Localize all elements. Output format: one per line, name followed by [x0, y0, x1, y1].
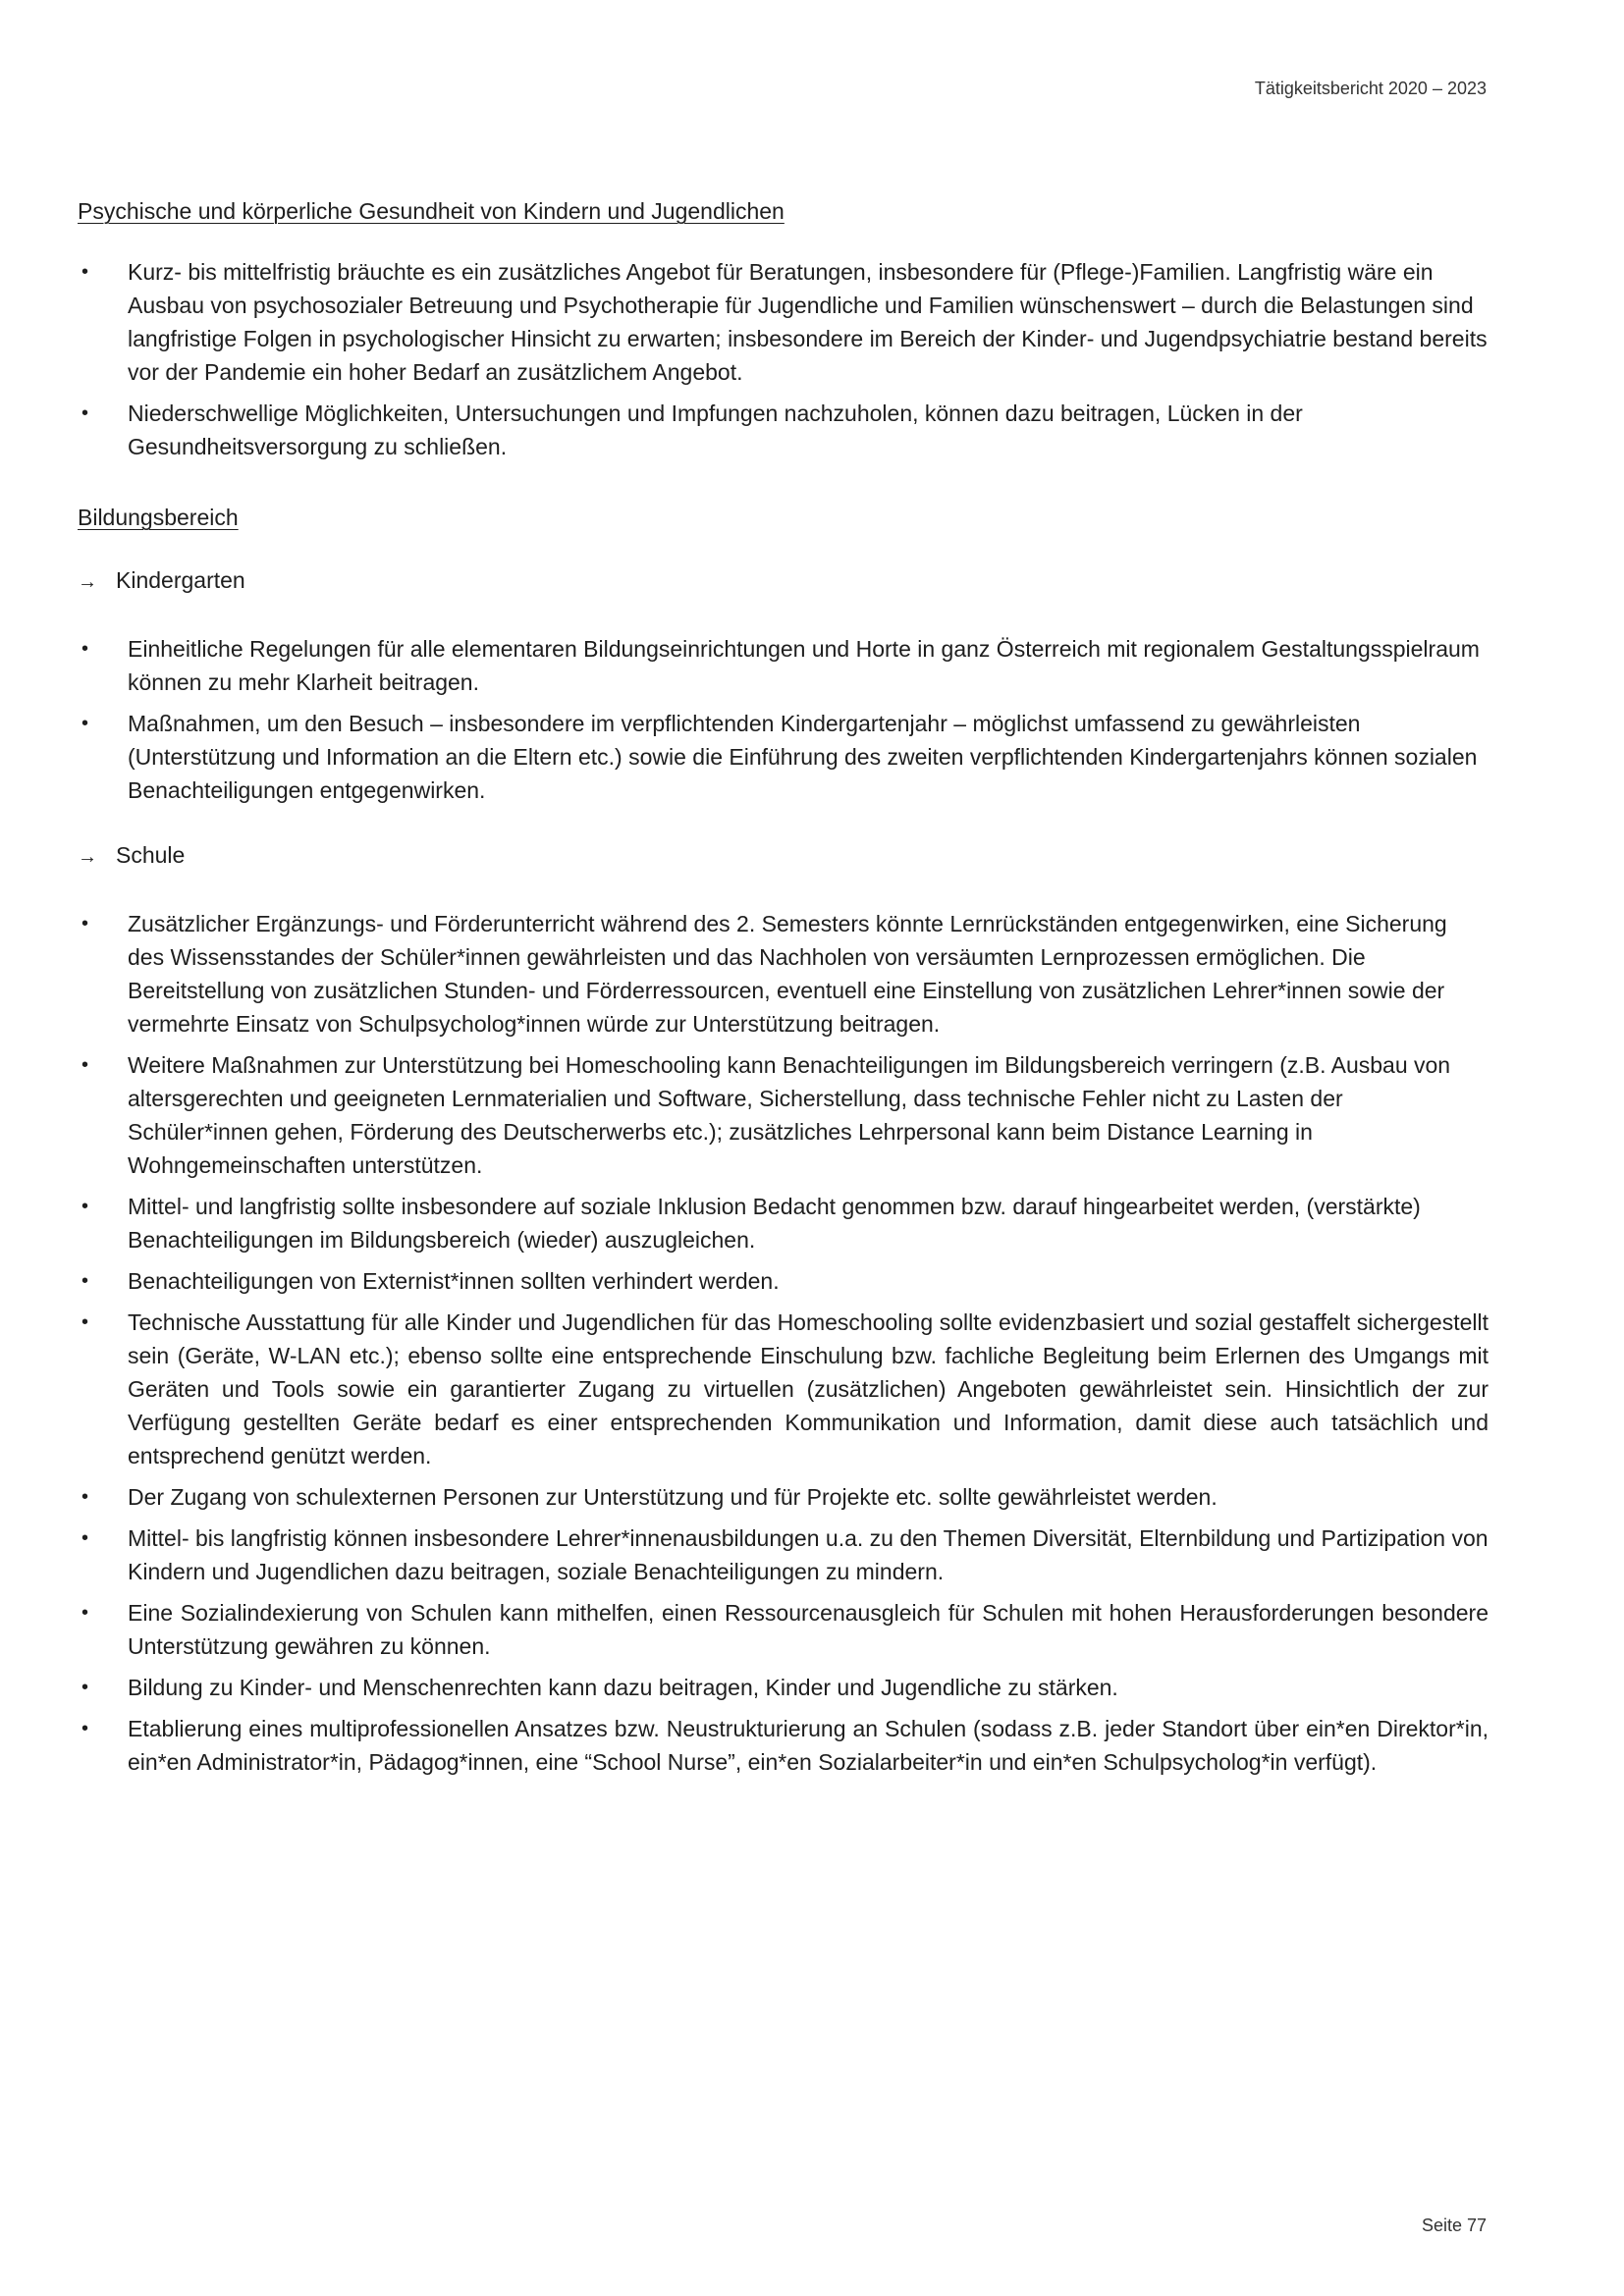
- list-item: • Mittel- bis langfristig können insbesondere Lehrer*innenausbildungen u.a. zu den Themen Diversität, Elternbildung und Partizipation von Kindern und Jugendlichen dazu beitragen, soziale Benachteiligungen zu mindern.: [78, 1522, 1489, 1588]
- bullet-icon: •: [81, 1486, 89, 1508]
- subheading-schule: [78, 838, 1489, 874]
- arrow-right-icon: →: [78, 571, 97, 593]
- bullet-icon: •: [81, 1677, 89, 1698]
- list-item: • Bildung zu Kinder- und Menschenrechten kann dazu beitragen, Kinder und Jugendliche zu stärken.: [78, 1671, 1489, 1704]
- list-item: • Weitere Maßnahmen zur Unterstützung bei Homeschooling kann Benachteiligungen im Bildungsbereich verringern (z.B. Ausbau von altersgerechten und geeigneten Lernmaterialien und Software, Sicherstellung, dass technische Fehler nicht zu Lasten der Schüler*innen gehen, Förderung des Deutscherwerbs etc.); zusätzliches Lehrpersonal kann beim Distance Learning in Wohngemeinschaften unterstützen.: [78, 1048, 1489, 1182]
- section-heading-education: Bildungsbereich: [78, 505, 239, 530]
- list-item: • Technische Ausstattung für alle Kinder und Jugendlichen für das Homeschooling sollte evidenzbasiert und sozial gestaffelt sichergestellt sein (Geräte, W-LAN etc.); ebenso sollte eine entsprechende Einschulung bzw. fachliche Begleitung beim Erlernen des Umgangs mit Geräten und Tools sowie ein garantierter Zugang zu virtuellen (zusätzlichen) Angeboten gewährleistet sein. Hinsichtlich der zur Verfügung gestellten Geräte bedarf es einer entsprechenden Kommunikation und Information, damit diese auch tatsächlich und entsprechend genützt werden.: [78, 1306, 1489, 1472]
- bullet-icon: •: [81, 1270, 89, 1292]
- bullet-icon: •: [81, 713, 89, 734]
- list-item: • Niederschwellige Möglichkeiten, Untersuchungen und Impfungen nachzuholen, können dazu beitragen, Lücken in der Gesundheitsversorgung zu schließen.: [78, 397, 1489, 463]
- school-list: [78, 907, 1489, 1779]
- kindergarten-list: [78, 632, 1489, 807]
- list-item: • Zusätzlicher Ergänzungs- und Förderunterricht während des 2. Semesters könnte Lernrückständen entgegenwirken, eine Sicherung des Wissensstandes der Schüler*innen gewährleisten und das Nachholen von versäumten Lernprozessen ermöglichen. Die Bereitstellung von zusätzlichen Stunden- und Förderressourcen, eventuell eine Einstellung von zusätzlichen Lehrer*innen sowie der vermehrte Einsatz von Schulpsycholog*innen würde zur Unterstützung beitragen.: [78, 907, 1489, 1041]
- running-header: Tätigkeitsbericht 2020 – 2023: [1254, 79, 1487, 98]
- bullet-icon: •: [81, 638, 89, 660]
- document-body: [78, 194, 1489, 1787]
- health-list: [78, 255, 1489, 463]
- list-item: • Mittel- und langfristig sollte insbesondere auf soziale Inklusion Bedacht genommen bzw. darauf hingearbeitet werden, (verstärkte) Benachteiligungen im Bildungsbereich (wieder) auszugleichen.: [78, 1190, 1489, 1256]
- bullet-icon: •: [81, 1196, 89, 1217]
- page-number: Seite 77: [1421, 2216, 1487, 2235]
- arrow-right-icon: →: [78, 846, 97, 868]
- bullet-icon: •: [81, 1311, 89, 1333]
- subheading-label: Kindergarten: [116, 567, 245, 593]
- bullet-icon: •: [81, 1527, 89, 1549]
- list-item: • Kurz- bis mittelfristig bräuchte es ein zusätzliches Angebot für Beratungen, insbesondere für (Pflege-)Familien. Langfristig wäre ein Ausbau von psychosozialer Betreuung und Psychotherapie für Jugendliche und Familien wünschenswert – durch die Belastungen sind langfristige Folgen in psychologischer Hinsicht zu erwarten; insbesondere im Bereich der Kinder- und Jugendpsychiatrie bestand bereits vor der Pandemie ein hoher Bedarf an zusätzlichem Angebot.: [78, 255, 1489, 389]
- bullet-icon: •: [81, 261, 89, 283]
- section-heading-health: Psychische und körperliche Gesundheit von Kindern und Jugendlichen: [78, 198, 785, 224]
- bullet-icon: •: [81, 402, 89, 424]
- bullet-icon: •: [81, 1718, 89, 1739]
- list-item: • Maßnahmen, um den Besuch – insbesondere im verpflichtenden Kindergartenjahr – möglichst umfassend zu gewährleisten (Unterstützung und Information an die Eltern etc.) sowie die Einführung des zweiten verpflichtenden Kindergartenjahrs können sozialen Benachteiligungen entgegenwirken.: [78, 707, 1489, 807]
- bullet-icon: •: [81, 1054, 89, 1076]
- list-item: • Einheitliche Regelungen für alle elementaren Bildungseinrichtungen und Horte in ganz Österreich mit regionalem Gestaltungsspielraum können zu mehr Klarheit beitragen.: [78, 632, 1489, 699]
- subheading-label: Schule: [116, 842, 186, 868]
- list-item: • Etablierung eines multiprofessionellen Ansatzes bzw. Neustrukturierung an Schulen (sodass z.B. jeder Standort über ein*en Direktor*in, ein*en Administrator*in, Pädagog*innen, eine “School Nurse”, ein*en Sozialarbeiter*in und ein*en Schulpsycholog*in verfügt).: [78, 1712, 1489, 1779]
- list-item: • Der Zugang von schulexternen Personen zur Unterstützung und für Projekte etc. sollte gewährleistet werden.: [78, 1480, 1489, 1514]
- list-item: • Eine Sozialindexierung von Schulen kann mithelfen, einen Ressourcenausgleich für Schulen mit hohen Herausforderungen besondere Unterstützung gewähren zu können.: [78, 1596, 1489, 1663]
- bullet-icon: •: [81, 1602, 89, 1624]
- subheading-kindergarten: [78, 563, 1489, 599]
- bullet-icon: •: [81, 913, 89, 934]
- list-item: • Benachteiligungen von Externist*innen sollten verhindert werden.: [78, 1264, 1489, 1298]
